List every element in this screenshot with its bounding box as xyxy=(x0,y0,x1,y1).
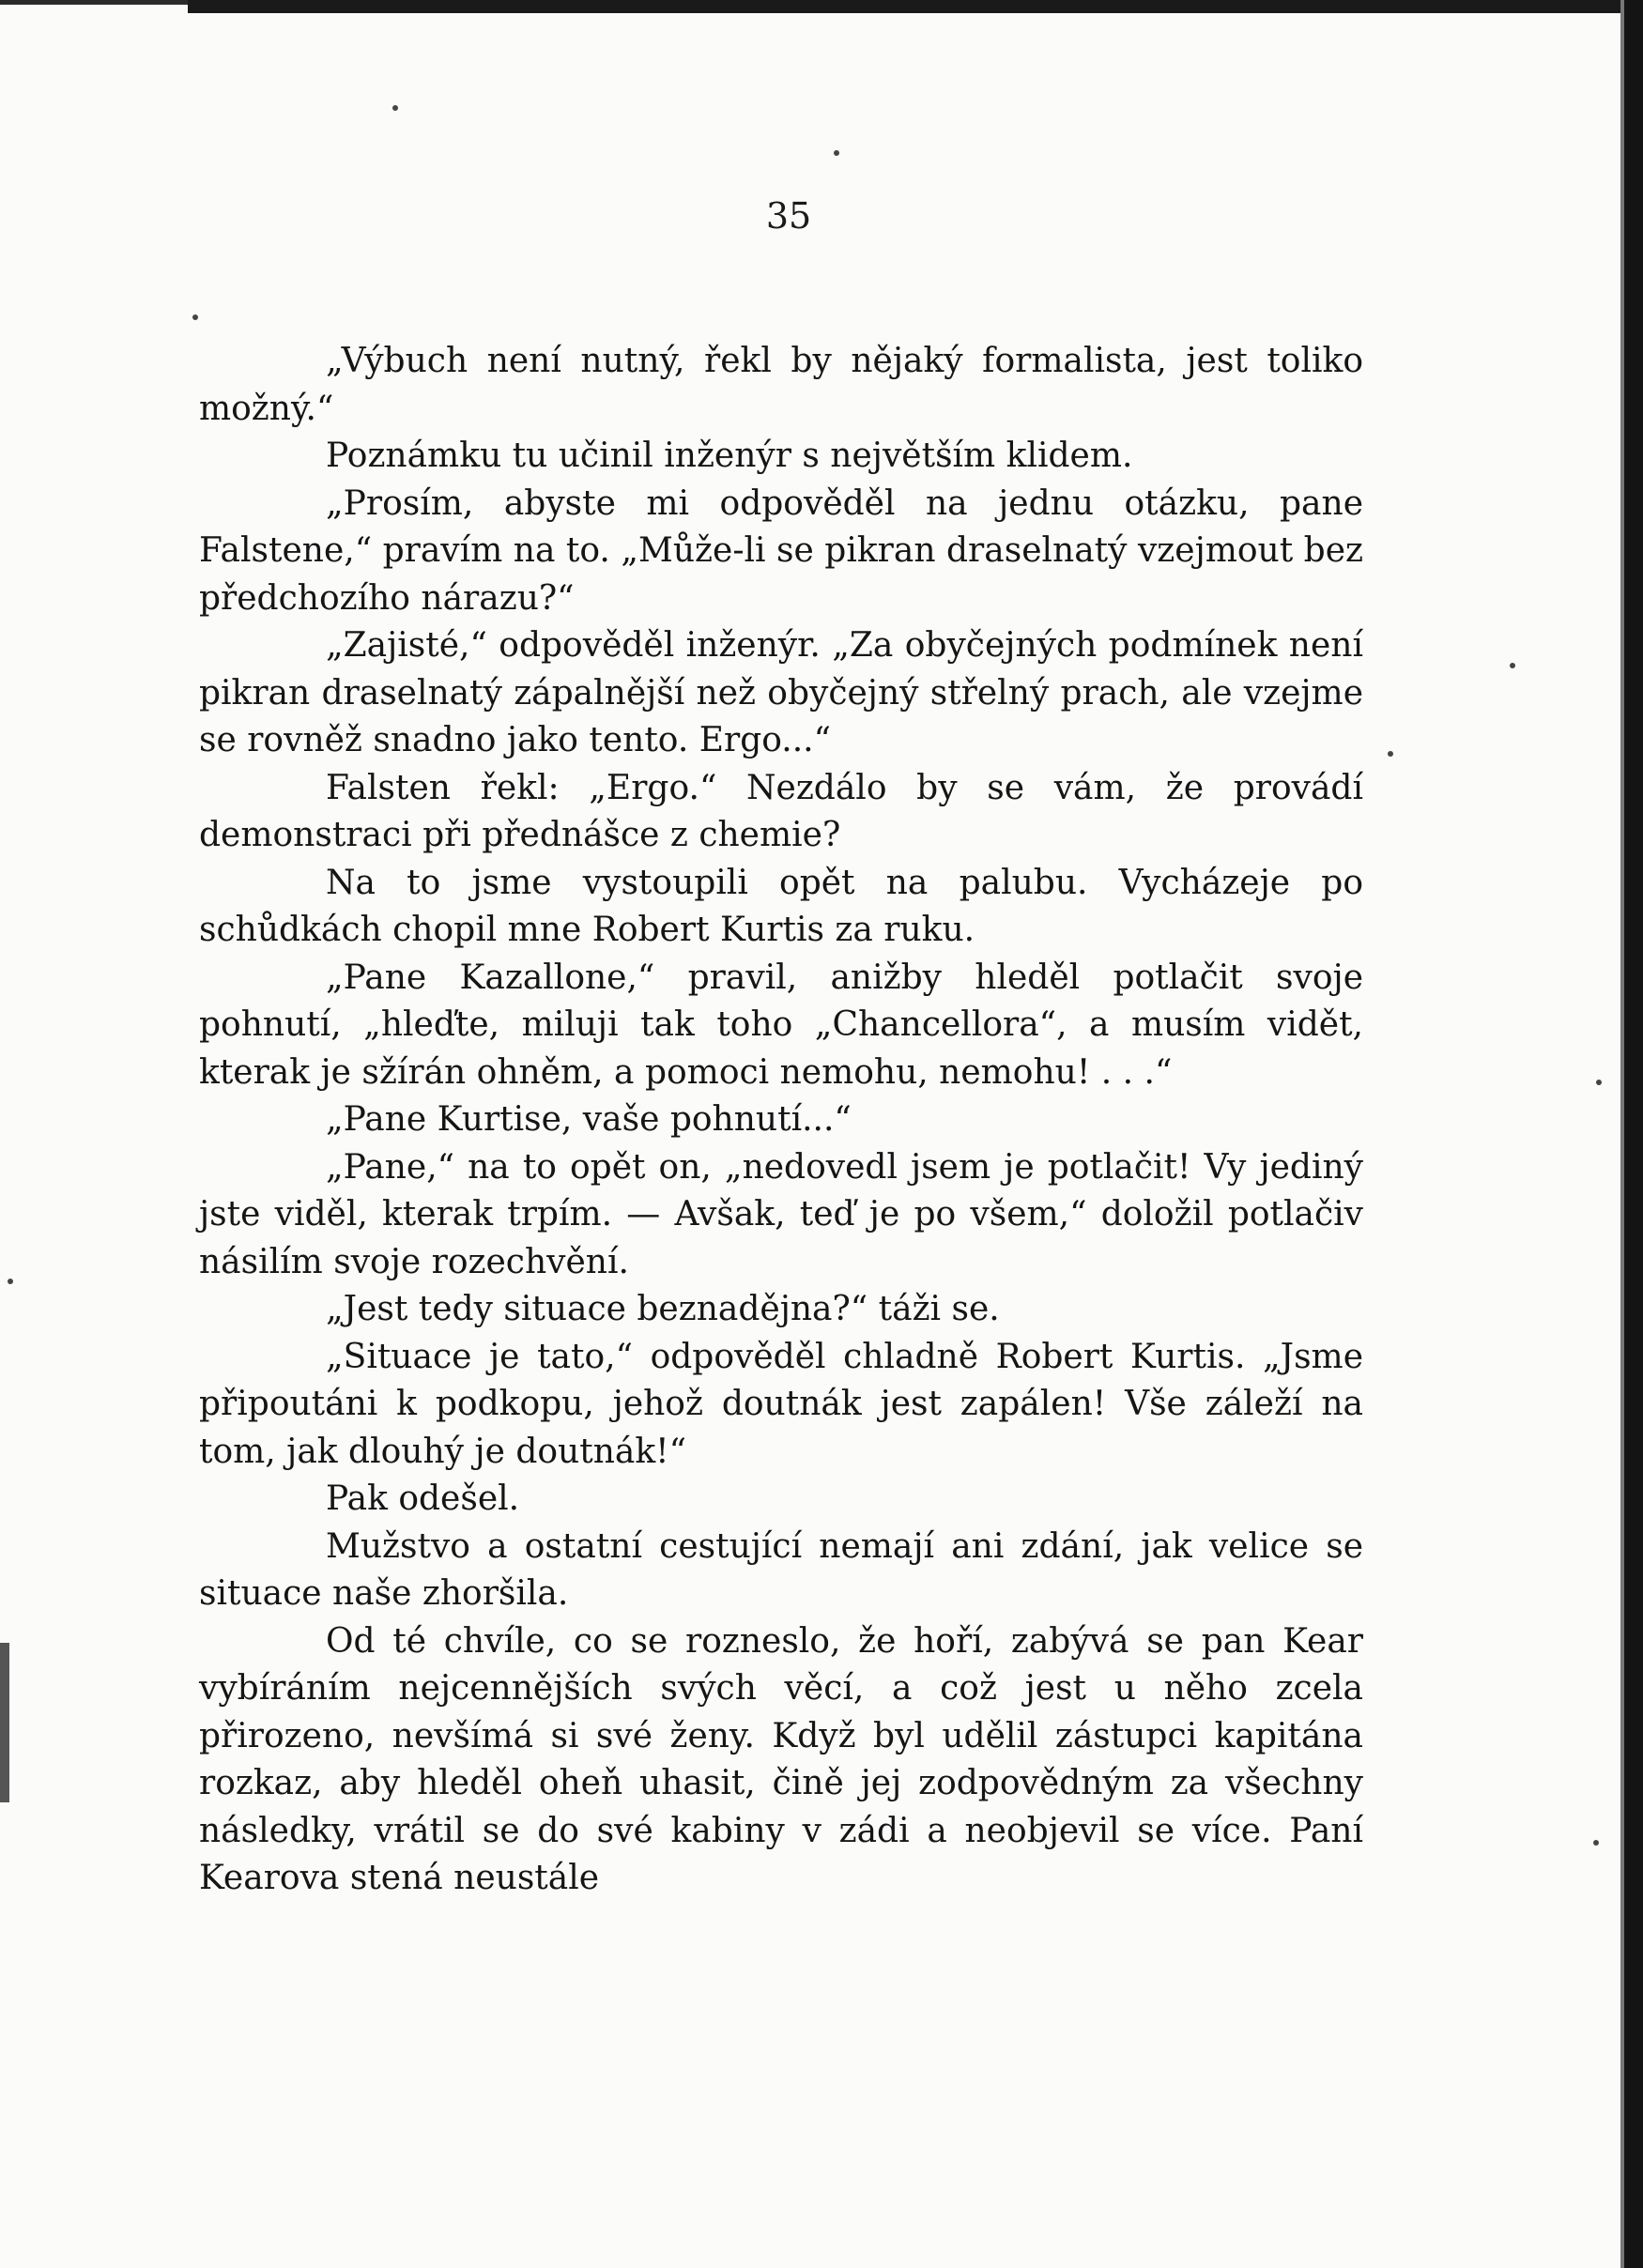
scan-speck xyxy=(1593,1840,1599,1846)
paragraph: Mužstvo a ostatní cestující nemají ani zdání, jak velice se situace naše zhoršila. xyxy=(199,1526,1363,1613)
scan-speck xyxy=(834,150,839,156)
page-number: 35 xyxy=(765,195,812,237)
scan-speck xyxy=(392,105,398,111)
scan-edge-top-left xyxy=(0,0,188,5)
paragraph: Pak odešel. xyxy=(326,1479,520,1518)
paragraph: „Jest tedy situace beznadějna?“ táži se. xyxy=(326,1290,1000,1328)
scan-edge-right xyxy=(1624,0,1643,2268)
paragraph: Od té chvíle, co se rozneslo, že hoří, zabývá se pan Kear vybíráním nejcennějších svých věcí, a což jest u něho zcela přirozeno, nevšímá si své ženy. Když byl udělil zástupci kapitána rozkaz, aby hleděl oheň uhasit, čině jej zodpovědným za všechny následky, vrátil se do své kabiny v zádi a neobjevil se více. Paní Kearova stená neustále xyxy=(199,1621,1363,1897)
paragraph: „Výbuch není nutný, řekl by nějaký formalista, jest toliko možný.“ xyxy=(199,342,1363,428)
scan-speck xyxy=(1510,663,1515,668)
scan-speck xyxy=(1596,1080,1602,1085)
paragraph: „Zajisté,“ odpověděl inženýr. „Za obyčejných podmínek není pikran draselnatý zápalnější než obyčejný střelný prach, ale vzejme se rovněž snadno jako tento. Ergo...“ xyxy=(199,626,1363,759)
scan-speck xyxy=(8,1279,13,1284)
scan-speck xyxy=(192,314,198,320)
paragraph: Poznámku tu učinil inženýr s největším klidem. xyxy=(326,437,1133,475)
scan-edge-left xyxy=(0,1643,9,1802)
paragraph: Na to jsme vystoupili opět na palubu. Vycházeje po schůdkách chopil mne Robert Kurtis za ruku. xyxy=(199,863,1363,949)
paragraph: „Pane Kazallone,“ pravil, anižby hleděl potlačit svoje pohnutí, „hleďte, miluji tak toho „Chancellora“, a musím vidět, kterak je sžírán ohněm, a pomoci nemohu, nemohu! . . .“ xyxy=(199,958,1363,1092)
paragraph: Falsten řekl: „Ergo.“ Nezdálo by se vám, že provádí demonstraci při přednášce z chemie? xyxy=(199,768,1363,854)
body-text xyxy=(199,338,1363,1903)
scan-edge-top xyxy=(188,0,1643,13)
paragraph: „Pane Kurtise, vaše pohnutí...“ xyxy=(326,1100,852,1139)
scan-speck xyxy=(1388,751,1393,757)
paragraph: „Prosím, abyste mi odpověděl na jednu otázku, pane Falstene,“ pravím na to. „Může-li se pikran draselnatý vzejmout bez předchozího nárazu?“ xyxy=(199,483,1363,618)
paragraph: „Pane,“ na to opět on, „nedovedl jsem je potlačit! Vy jediný jste viděl, kterak trpím. — Avšak, teď je po všem,“ doložil potlačiv násilím svoje rozechvění. xyxy=(199,1147,1363,1281)
paragraph: „Situace je tato,“ odpověděl chladně Robert Kurtis. „Jsme připoutáni k podkopu, jehož doutnák jest zapálen! Vše záleží na tom, jak dlouhý je doutnák!“ xyxy=(199,1337,1363,1471)
